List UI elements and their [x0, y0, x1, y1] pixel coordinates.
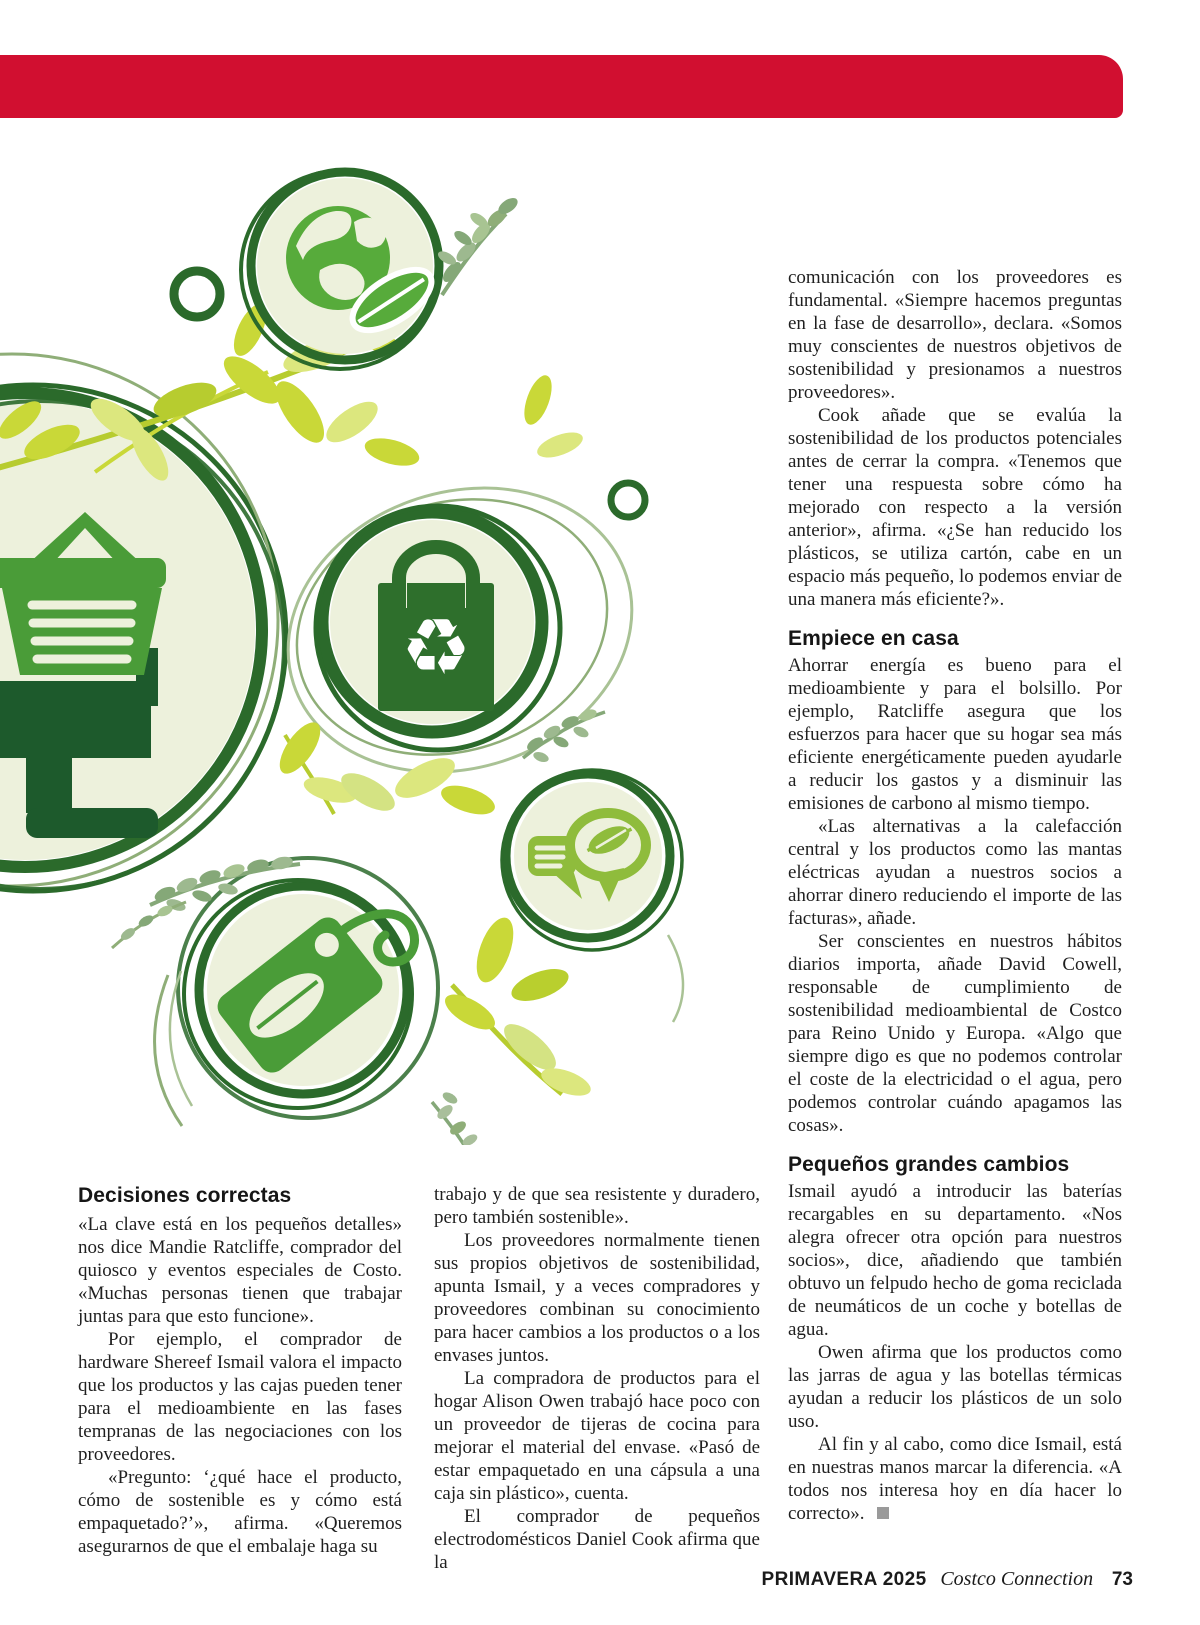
- end-of-article-mark: [877, 1507, 889, 1519]
- paragraph: «Las alternativas a la calefacción central y los productos como las mantas eléctricas ayudan a nuestros socios a ahorrar dinero reduciendo el importe de las facturas», añade.: [788, 816, 1122, 929]
- paragraph: Los proveedores normalmente tienen sus propios objetivos de sostenibilidad, apunta Ismail, y a veces compradores y proveedores combinan su conocimiento para hacer cambios a los productos o a los envases juntos.: [434, 1230, 760, 1366]
- eco-illustration: [0, 130, 735, 1145]
- paragraph: Ser conscientes en nuestros hábitos diarios importa, añade David Cowell, responsable de cumplimiento de sostenibilidad medioambiental de Costco para Reino Unido y Europa. «Algo que siempre digo es que no podemos controlar el coste de la electricidad o el agua, pero podemos controlar cuándo apagamos las cosas».: [788, 931, 1122, 1136]
- header-red-bar: [0, 55, 1123, 118]
- paragraph: La compradora de productos para el hogar Alison Owen trabajó hace poco con un proveedor de tijeras de cocina para mejorar el material del envase. «Pasó de estar empaquetado en una cápsula a una caja sin plástico», cuenta.: [434, 1368, 760, 1504]
- leaf-branch: [436, 195, 521, 295]
- small-ring: [611, 483, 645, 517]
- article-column-middle: [434, 1183, 760, 1574]
- chat-bubbles-leaf-icon: [502, 770, 682, 950]
- leaf-branch: [432, 1090, 479, 1145]
- page-number: 73: [1111, 1569, 1133, 1590]
- footer-season: PRIMAVERA 2025: [761, 1569, 927, 1590]
- section-heading-decisions: Decisiones correctas: [78, 1184, 292, 1207]
- leaf-branch: [523, 707, 605, 764]
- vine-curve: [668, 935, 683, 1022]
- paragraph: comunicación con los proveedores es fundamental. «Siempre hacemos preguntas en la fase de desarrollo», declara. «Somos muy conscientes de nuestros objetivos de sostenibilidad y presionamos a nuestros proveedores».: [788, 267, 1122, 403]
- section-heading-home: Empiece en casa: [788, 627, 959, 650]
- paragraph: «Pregunto: ‘¿qué hace el producto, cómo de sostenible es y cómo está empaquetado?’», afirma. «Queremos asegurarnos de que el embalaje haga su: [78, 1467, 402, 1557]
- article-column-right: [788, 266, 1122, 1525]
- section-heading-changes: Pequeños grandes cambios: [788, 1153, 1070, 1176]
- paragraph: Ismail ayudó a introducir las baterías recargables en su departamento. «Nos alegra ofrecer otra opción para nuestros socios», dice, añadiendo que también obtuvo un felpudo hecho de goma reciclada de neumáticos de un coche y botellas de agua.: [788, 1181, 1122, 1340]
- paragraph: El comprador de pequeños electrodomésticos Daniel Cook afirma que la: [434, 1506, 760, 1573]
- article-column-left: [78, 1183, 402, 1558]
- price-tag-leaf-icon: [178, 858, 438, 1118]
- earth-leaf-icon: [241, 171, 441, 369]
- leaf-branch: [440, 913, 594, 1101]
- recycle-bag-icon: [251, 445, 669, 816]
- page-footer: [650, 1568, 1133, 1591]
- paragraph: «La clave está en los pequeños detalles» nos dice Mandie Ratcliffe, comprador del quiosco y eventos especiales de Costo. «Muchas personas tienen que trabajar juntas para que esto funcione».: [78, 1214, 402, 1327]
- paragraph-with-endmark: [788, 1433, 1122, 1525]
- paragraph: Owen afirma que los productos como las jarras de agua y las botellas térmicas ayudan a reducir los plásticos de un solo uso.: [788, 1342, 1122, 1432]
- paragraph-text: Al fin y al cabo, como dice Ismail, está en nuestras manos marcar la diferencia. «A todos nos interesa hoy en día hacer lo correcto».: [788, 1434, 1122, 1524]
- footer-magazine-title: Costco Connection: [940, 1568, 1094, 1590]
- paragraph: trabajo y de que sea resistente y duradero, pero también sostenible».: [434, 1184, 760, 1228]
- paragraph: Cook añade que se evalúa la sostenibilidad de los productos potenciales antes de cerrar la compra. «Tenemos que tener una respuesta sobre cómo ha mejorado con respecto a la versión anterior», afirma. «¿Se han reducido los plásticos, se utiliza cartón, cabe en un espacio más pequeño, lo podemos enviar de una manera más eficiente?».: [788, 405, 1122, 610]
- paragraph: Ahorrar energía es bueno para el medioambiente y para el bolsillo. Por ejemplo, Ratcliffe asegura que los esfuerzos para hacer que su hogar sea más eficiente energéticamente pueden ayudarle a reducir los gastos y a disminuir las emisiones de carbono al mismo tiempo.: [788, 655, 1122, 814]
- paragraph: Por ejemplo, el comprador de hardware Shereef Ismail valora el impacto que los productos y las cajas pueden tener para el medioambiente en las fases tempranas de las negociaciones con los proveedores.: [78, 1329, 402, 1465]
- small-ring: [174, 271, 220, 317]
- recycle-symbol: ♻: [401, 603, 471, 693]
